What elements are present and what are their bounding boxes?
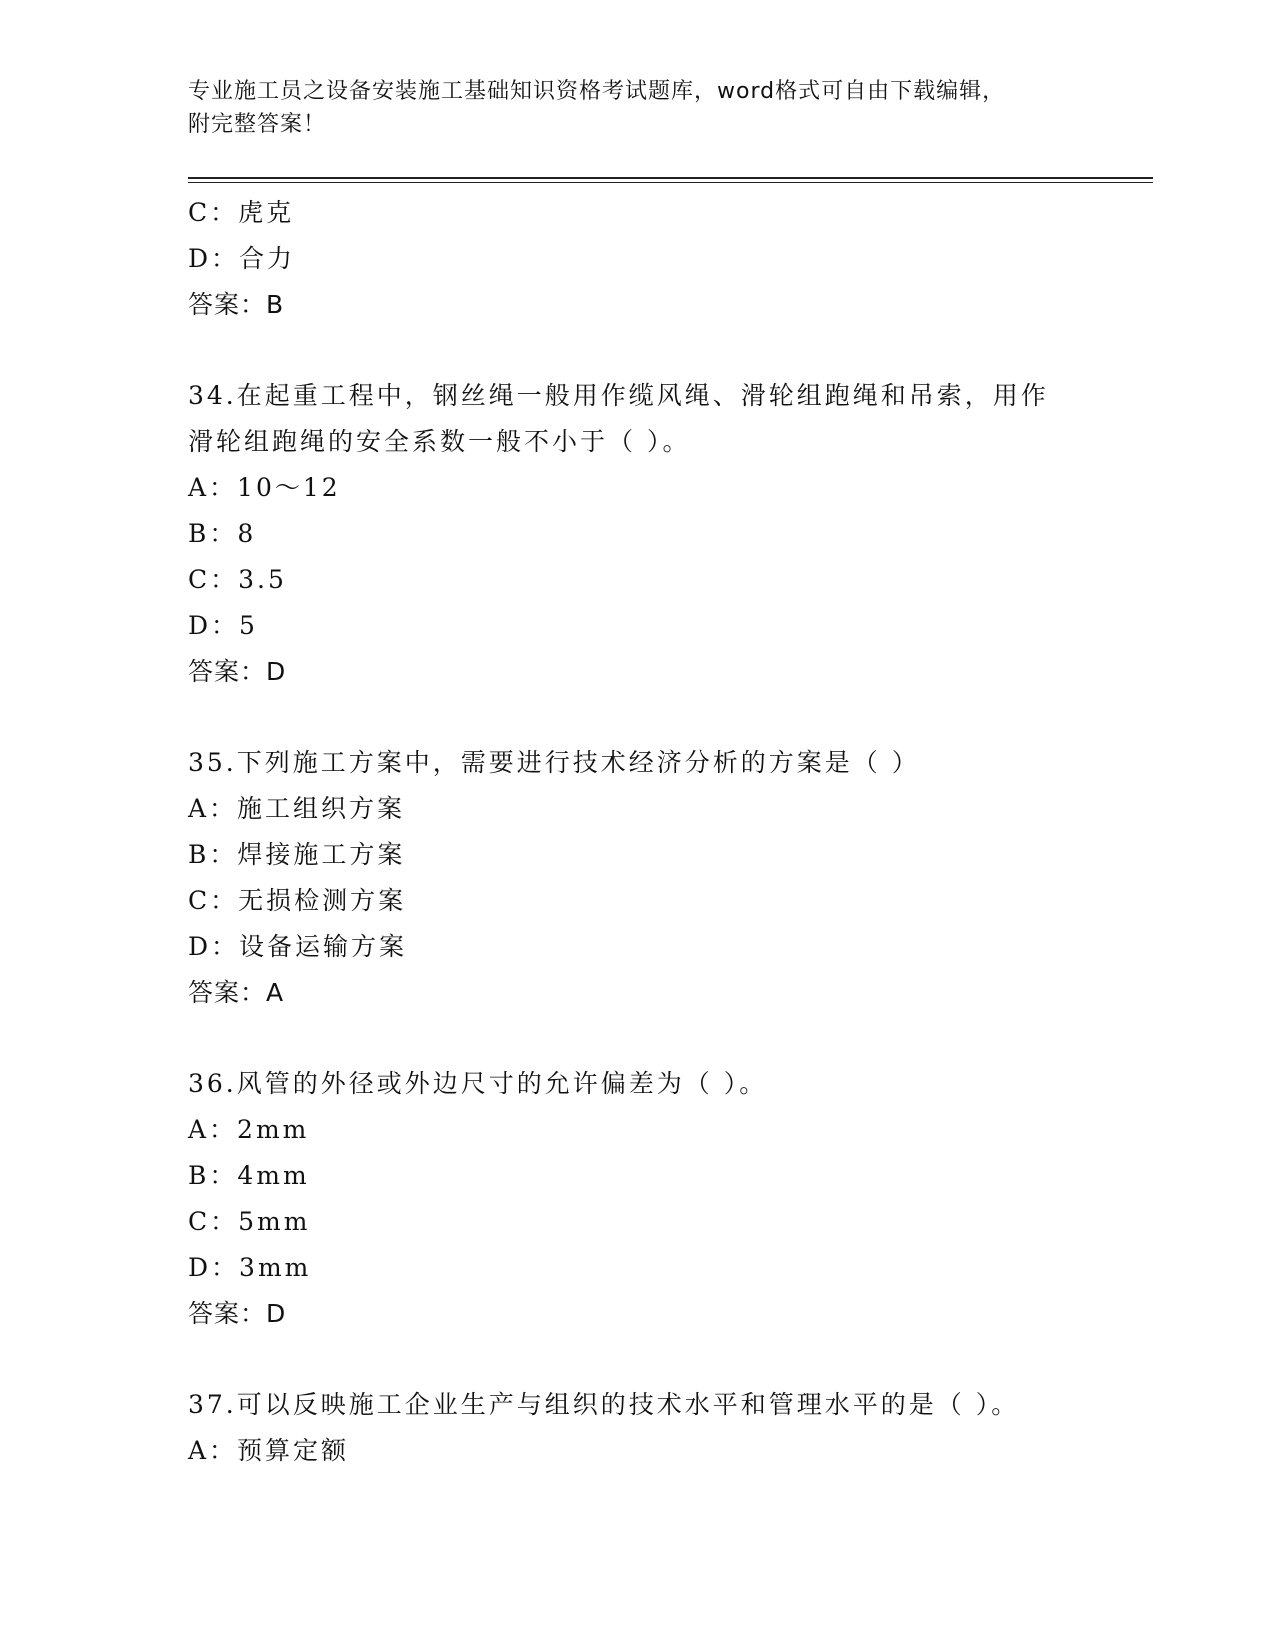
option-c: C：3.5 — [188, 565, 287, 594]
option-d: D：合力 — [188, 244, 296, 273]
option-b: B：焊接施工方案 — [188, 840, 406, 869]
header-title-line-1: 专业施工员之设备安装施工基础知识资格考试题库，word格式可自由下载编辑， — [188, 79, 1006, 104]
spacer — [188, 1016, 1088, 1061]
header-title-line-2: 附完整答案！ — [188, 112, 327, 137]
option-a: A：10～12 — [188, 473, 341, 502]
option-b: B：4mm — [188, 1161, 310, 1190]
document-header — [188, 75, 1088, 141]
question-text-line-2: 滑轮组跑绳的安全系数一般不小于（ ）。 — [188, 427, 691, 456]
answer-label: 答案：B — [188, 290, 285, 319]
spacer — [188, 695, 1088, 740]
question-37 — [188, 1382, 1088, 1474]
question-text-line-1: 36.风管的外径或外边尺寸的允许偏差为（ ）。 — [188, 1069, 768, 1098]
question-34 — [188, 373, 1088, 695]
question-36 — [188, 1061, 1088, 1337]
spacer — [188, 328, 1088, 373]
option-c: C：无损检测方案 — [188, 886, 407, 915]
question-text-line-1: 34.在起重工程中，钢丝绳一般用作缆风绳、滑轮组跑绳和吊索，用作 — [188, 381, 1049, 410]
header-divider-top — [188, 177, 1153, 179]
option-c: C：虎克 — [188, 198, 295, 227]
option-a: A：2mm — [188, 1115, 310, 1144]
header-divider-bottom — [188, 182, 1153, 183]
option-c: C：5mm — [188, 1207, 311, 1236]
answer-label: 答案：A — [188, 978, 285, 1007]
option-a: A：预算定额 — [188, 1436, 350, 1465]
question-33-partial — [188, 190, 1088, 328]
answer-label: 答案：D — [188, 1299, 287, 1328]
answer-label: 答案：D — [188, 657, 287, 686]
spacer — [188, 1337, 1088, 1382]
question-35 — [188, 740, 1088, 1016]
question-text-line-1: 35.下列施工方案中，需要进行技术经济分析的方案是（ ） — [188, 748, 920, 777]
option-d: D：3mm — [188, 1253, 312, 1282]
option-d: D：5 — [188, 611, 258, 640]
option-d: D：设备运输方案 — [188, 932, 408, 961]
option-a: A：施工组织方案 — [188, 794, 406, 823]
question-list — [188, 190, 1088, 1474]
option-b: B：8 — [188, 519, 257, 548]
question-text-line-1: 37.可以反映施工企业生产与组织的技术水平和管理水平的是（ ）。 — [188, 1390, 1020, 1419]
